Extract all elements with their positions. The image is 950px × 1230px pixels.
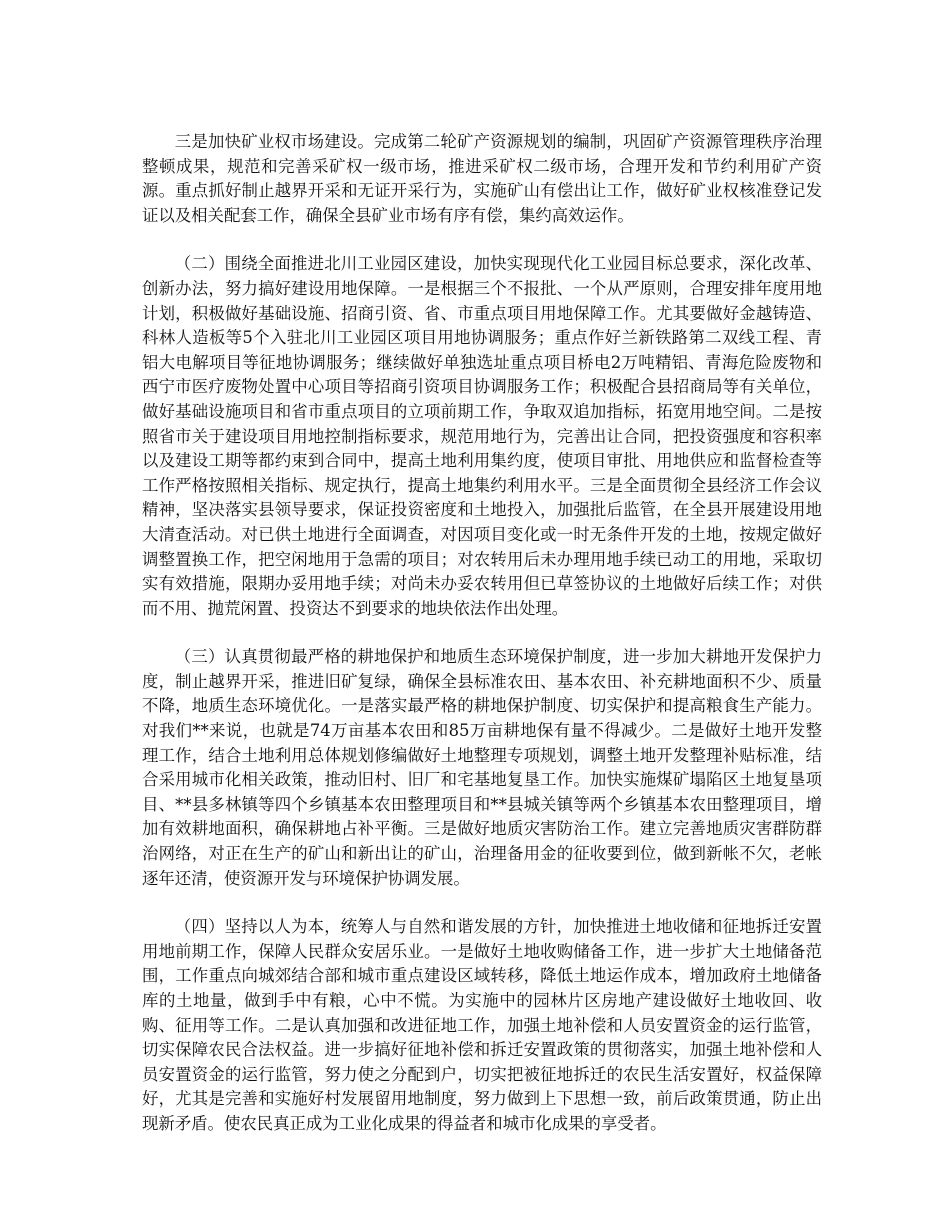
document-body xyxy=(142,130,822,1161)
paragraph-farmland-protection: （三）认真贯彻最严格的耕地保护和地质生态环境保护制度，进一步加大耕地开发保护力度，制止越界开采，推进旧矿复绿，确保全县标准农田、基本农田、补充耕地面积不少、质量不降，地质生态环境优化。一是落实最严格的耕地保护制度、切实保护和提高粮食生产能力。对我们**来说，也就是74万亩基本农田和85万亩耕地保有量不得减少。二是做好土地开发整理工作，结合土地利用总体规划修编做好土地整理专项规划，调整土地开发整理补贴标准，结合采用城市化相关政策，推动旧村、旧厂和宅基地复垦工作。加快实施煤矿塌陷区土地复垦项目、**县多林镇等四个乡镇基本农田整理项目和**县城关镇等两个乡镇基本农田整理项目，增加有效耕地面积，确保耕地占补平衡。三是做好地质灾害防治工作。建立完善地质灾害群防群治网络，对正在生产的矿山和新出让的矿山，治理备用金的征收要到位，做到新帐不欠，老帐逐年还清，使资源开发与环境保护协调发展。 xyxy=(142,647,822,888)
paragraph-mining-rights: 三是加快矿业权市场建设。完成第二轮矿产资源规划的编制，巩固矿产资源管理秩序治理整顿成果，规范和完善采矿权一级市场，推进采矿权二级市场，合理开发和节约利用矿产资源。重点抓好制止越界开采和无证开采行为，实施矿山有偿出让工作，做好矿业权核准登记发证以及相关配套工作，确保全县矿业市场有序有偿，集约高效运作。 xyxy=(142,132,822,225)
paragraph-industrial-park-land: （二）围绕全面推进北川工业园区建设，加快实现现代化工业园目标总要求，深化改革、创新办法，努力搞好建设用地保障。一是根据三个不报批、一个从严原则，合理安排年度用地计划，积极做好基础设施、招商引资、省、市重点项目用地保障工作。尤其要做好金越铸造、科林人造板等5个入驻北川工业园区项目用地协调服务；重点作好兰新铁路第二双线工程、青铝大电解项目等征地协调服务；继续做好单独选址重点项目桥电2万吨精铝、青海危险废物和西宁市医疗废物处置中心项目等招商引资项目协调服务工作；积极配合县招商局等有关单位，做好基础设施项目和省市重点项目的立项前期工作，争取双追加指标，拓宽用地空间。二是按照省市关于建设项目用地控制指标要求，规范用地行为，完善出让合同，把投资强度和容积率以及建设工期等都约束到合同中，提高土地利用集约度，使项目审批、用地供应和监督检查等工作严格按照相关指标、规定执行，提高土地集约利用水平。三是全面贯彻全县经济工作会议精神，坚决落实县领导要求，保证投资密度和土地投入，加强批后监管，在全县开展建设用地大清查活动。对已供土地进行全面调查，对因项目变化或一时无条件开发的土地，按规定做好调整置换工作，把空闲地用于急需的项目；对农转用后未办理用地手续已动工的用地，采取切实有效措施，限期办妥用地手续；对尚未办妥农转用但已草签协议的土地做好后续工作；对供而不用、抛荒闲置、投资达不到要求的地块依法作出处理。 xyxy=(142,254,822,618)
paragraph-land-reserve-resettlement: （四）坚持以人为本，统筹人与自然和谐发展的方针，加快推进土地收储和征地拆迁安置用地前期工作，保障人民群众安居乐业。一是做好土地收购储备工作，进一步扩大土地储备范围，工作重点向城郊结合部和城市重点建设区域转移，降低土地运作成本，增加政府土地储备库的土地量，做到手中有粮，心中不慌。为实施中的园林片区房地产建设做好土地收回、收购、征用等工作。二是认真加强和改进征地工作，加强土地补偿和人员安置资金的运行监管，切实保障农民合法权益。进一步搞好征地补偿和拆迁安置政策的贯彻落实，加强土地补偿和人员安置资金的运行监管，努力使之分配到户，切实把被征地拆迁的农民生活安置好，权益保障好，尤其是完善和实施好村发展留用地制度，努力做到上下思想一致，前后政策贯通，防止出现新矛盾。使农民真正成为工业化成果的得益者和城市化成果的享受者。 xyxy=(142,917,822,1133)
